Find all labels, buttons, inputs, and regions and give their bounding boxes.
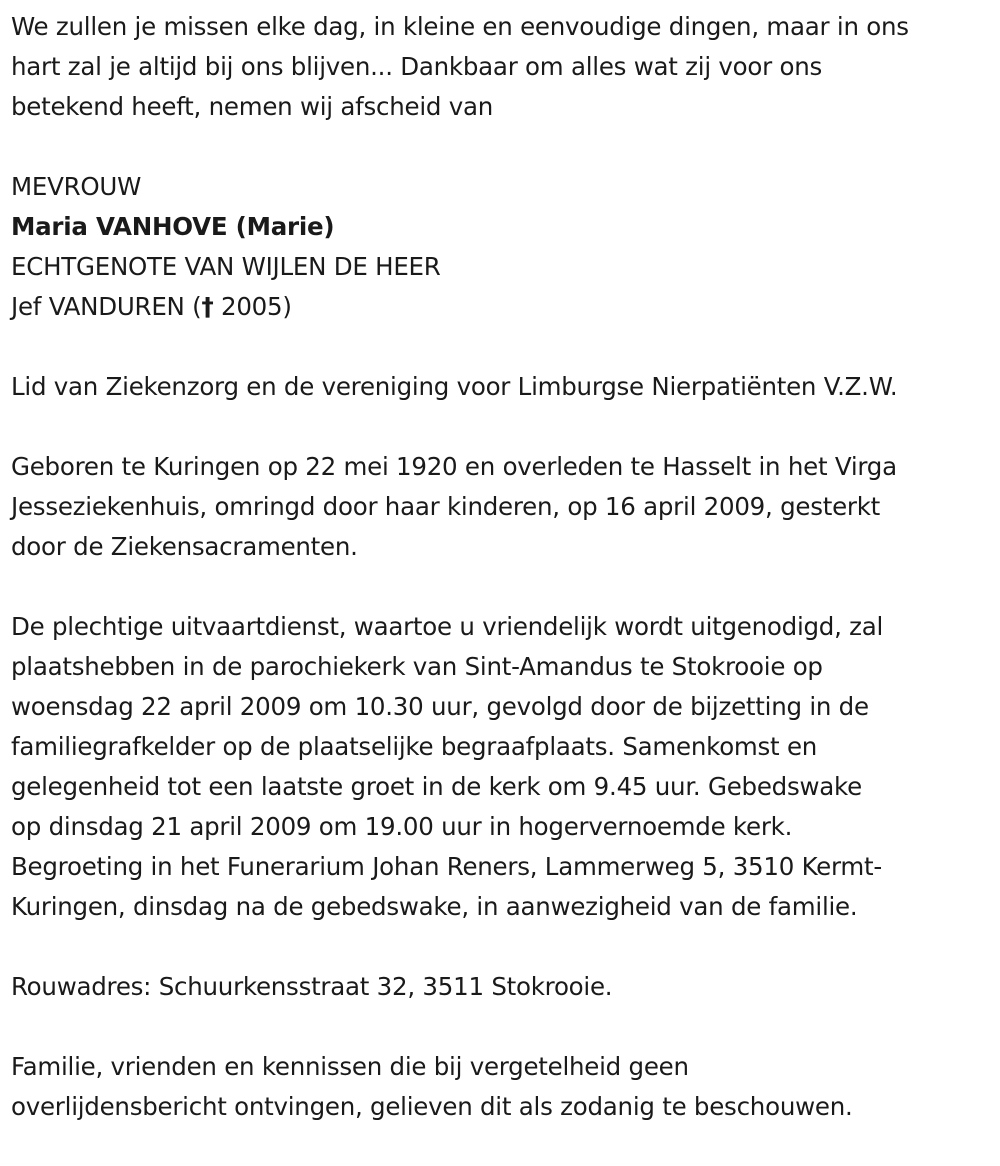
funeral-line: gelegenheid tot een laatste groet in de kerk om 9.45 uur. Gebedswake	[11, 772, 862, 801]
deceased-title: MEVROUW	[11, 172, 142, 201]
closing-line: overlijdensbericht ontvingen, gelieven dit als zodanig te beschouwen.	[11, 1092, 853, 1121]
birth-death-line: Jesseziekenhuis, omringd door haar kinderen, op 16 april 2009, gesterkt	[11, 492, 881, 521]
intro-line: hart zal je altijd bij ons blijven... Dankbaar om alles wat zij voor ons	[11, 52, 823, 81]
cross-icon: †	[201, 292, 214, 321]
deceased-name: Maria VANHOVE (Marie)	[11, 212, 335, 241]
funeral-line: Begroeting in het Funerarium Johan Reners, Lammerweg 5, 3510 Kermt-	[11, 852, 882, 881]
paragraph-spacer	[11, 1007, 996, 1047]
paragraph-spacer	[11, 567, 996, 607]
birth-death-line: door de Ziekensacramenten.	[11, 532, 358, 561]
funeral-paragraph	[11, 607, 996, 927]
membership-paragraph	[11, 367, 996, 407]
intro-line: We zullen je missen elke dag, in kleine en eenvoudige dingen, maar in ons	[11, 12, 909, 41]
paragraph-spacer	[11, 127, 996, 167]
funeral-line: op dinsdag 21 april 2009 om 19.00 uur in hogervernoemde kerk.	[11, 812, 793, 841]
funeral-line: woensdag 22 april 2009 om 10.30 uur, gevolgd door de bijzetting in de	[11, 692, 869, 721]
birth-death-paragraph	[11, 447, 996, 567]
mourning-address: Rouwadres: Schuurkensstraat 32, 3511 Stokrooie.	[11, 972, 613, 1001]
funeral-line: plaatshebben in de parochiekerk van Sint-Amandus te Stokrooie op	[11, 652, 823, 681]
membership-line: Lid van Ziekenzorg en de vereniging voor Limburgse Nierpatiënten V.Z.W.	[11, 372, 898, 401]
intro-paragraph	[11, 7, 996, 127]
paragraph-spacer	[11, 407, 996, 447]
spouse-death-year: 2005)	[213, 292, 292, 321]
deceased-relation: ECHTGENOTE VAN WIJLEN DE HEER	[11, 252, 441, 281]
address-paragraph	[11, 967, 996, 1007]
paragraph-spacer	[11, 327, 996, 367]
birth-death-line: Geboren te Kuringen op 22 mei 1920 en overleden te Hasselt in het Virga	[11, 452, 897, 481]
intro-line: betekend heeft, nemen wij afscheid van	[11, 92, 494, 121]
deceased-block	[11, 167, 996, 327]
paragraph-spacer	[11, 927, 996, 967]
closing-paragraph	[11, 1047, 996, 1127]
obituary-notice	[11, 7, 996, 1127]
funeral-line: familiegrafkelder op de plaatselijke begraafplaats. Samenkomst en	[11, 732, 818, 761]
funeral-line: Kuringen, dinsdag na de gebedswake, in aanwezigheid van de familie.	[11, 892, 858, 921]
closing-line: Familie, vrienden en kennissen die bij vergetelheid geen	[11, 1052, 689, 1081]
spouse-line	[11, 287, 996, 327]
funeral-line: De plechtige uitvaartdienst, waartoe u vriendelijk wordt uitgenodigd, zal	[11, 612, 884, 641]
spouse-name: Jef VANDUREN (	[11, 292, 202, 321]
